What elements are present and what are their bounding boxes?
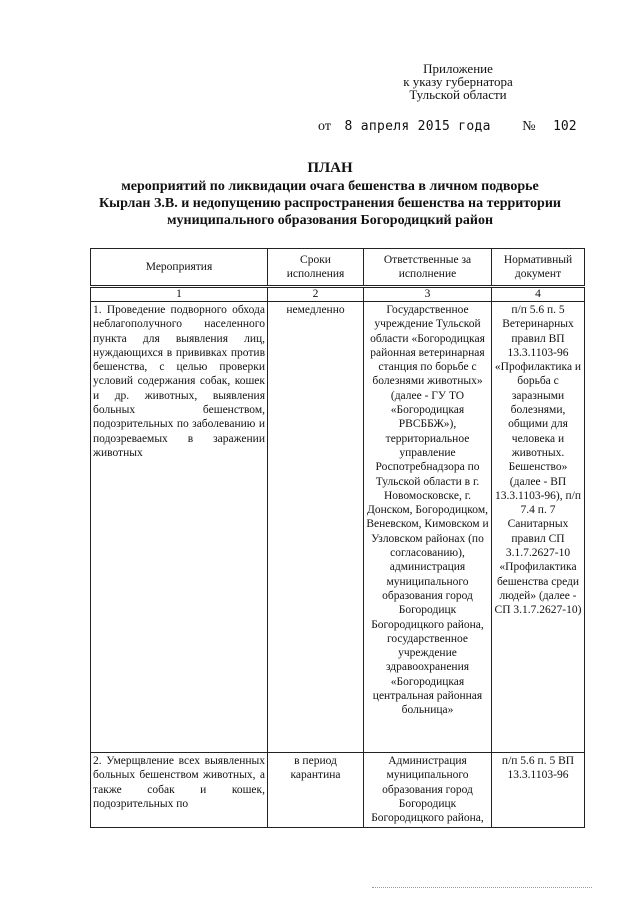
from-label: от (318, 119, 331, 134)
column-header-terms: Сроки исполнения (268, 249, 364, 287)
title-line: Кырлан З.В. и недопущению распространения бешенства на территории (99, 196, 561, 211)
table-row (91, 302, 585, 753)
title-line: мероприятий по ликвидации очага бешенства в личном подворье (121, 179, 539, 194)
table-header-row (91, 249, 585, 287)
document-cell: п/п 5.6 п. 5 Ветеринарных правил ВП 13.3.1103-96 «Профилактика и борьба с заразными болезнями, общими для человека и животных. Бешенство» (далее - ВП 13.3.1103-96), п/п 7.4 п. 7 Санитарных правил СП 3.1.7.2627-10 «Профилактика бешенства среди людей» (далее - СП 3.1.7.2627-10) (492, 302, 585, 753)
plan-table (90, 248, 585, 828)
appendix-line: к указу губернатора (403, 74, 513, 89)
table-row (91, 753, 585, 828)
document-title (80, 160, 580, 229)
column-header-document: Нормативный документ (492, 249, 585, 287)
responsible-cell: Администрация муниципального образования город Богородицк Богородицкого района, (364, 753, 492, 828)
decree-date-line (318, 119, 588, 135)
activity-cell: 2. Умерщвление всех выявленных больных бешенством животных, а также собак и кошек, подозрительных по (91, 753, 268, 828)
appendix-line: Тульской области (409, 87, 507, 102)
responsible-cell: Государственное учреждение Тульской области «Богородицкая районная ветеринарная станция по борьбе с болезнями животных» (далее - ГУ ТО «Богородицкая РВСББЖ»), территориальное управление Роспотребнадзора по Тульской области в г. Новомосковске, г. Донском, Богородицком, Веневском, Кимовском и Узловском районах (по согласованию), администрация муниципального образования город Богородицк Богородицкого района, государственное учреждение здравоохранения «Богородицкая центральная районная больница» (364, 302, 492, 753)
appendix-block (388, 62, 528, 101)
activity-cell: 1. Проведение подворного обхода неблагополучного населенного пункта для выявления лиц, нуждающихся в прививках против бешенства, с целью проверки условий содержания собак, кошек и др. животных, выявления больных бешенством, подозрительных по заболеванию и подозреваемых в заражении животных (91, 302, 268, 753)
term-cell: в период карантина (268, 753, 364, 828)
title-line: муниципального образования Богородицкий район (166, 213, 494, 228)
decree-date: 8 апреля 2015 года (344, 119, 491, 134)
title-main: ПЛАН (307, 160, 353, 176)
column-number: 1 (91, 287, 268, 302)
column-header-activities: Мероприятия (91, 249, 268, 287)
number-sign: № (522, 119, 536, 134)
column-header-responsible: Ответственные за исполнение (364, 249, 492, 287)
column-number: 2 (268, 287, 364, 302)
appendix-line: Приложение (423, 61, 493, 76)
document-cell: п/п 5.6 п. 5 ВП 13.3.1103-96 (492, 753, 585, 828)
column-number: 4 (492, 287, 585, 302)
column-number-row (91, 287, 585, 302)
decree-number: 102 (553, 119, 577, 134)
term-cell: немедленно (268, 302, 364, 753)
page-footer-mark (372, 887, 592, 892)
column-number: 3 (364, 287, 492, 302)
